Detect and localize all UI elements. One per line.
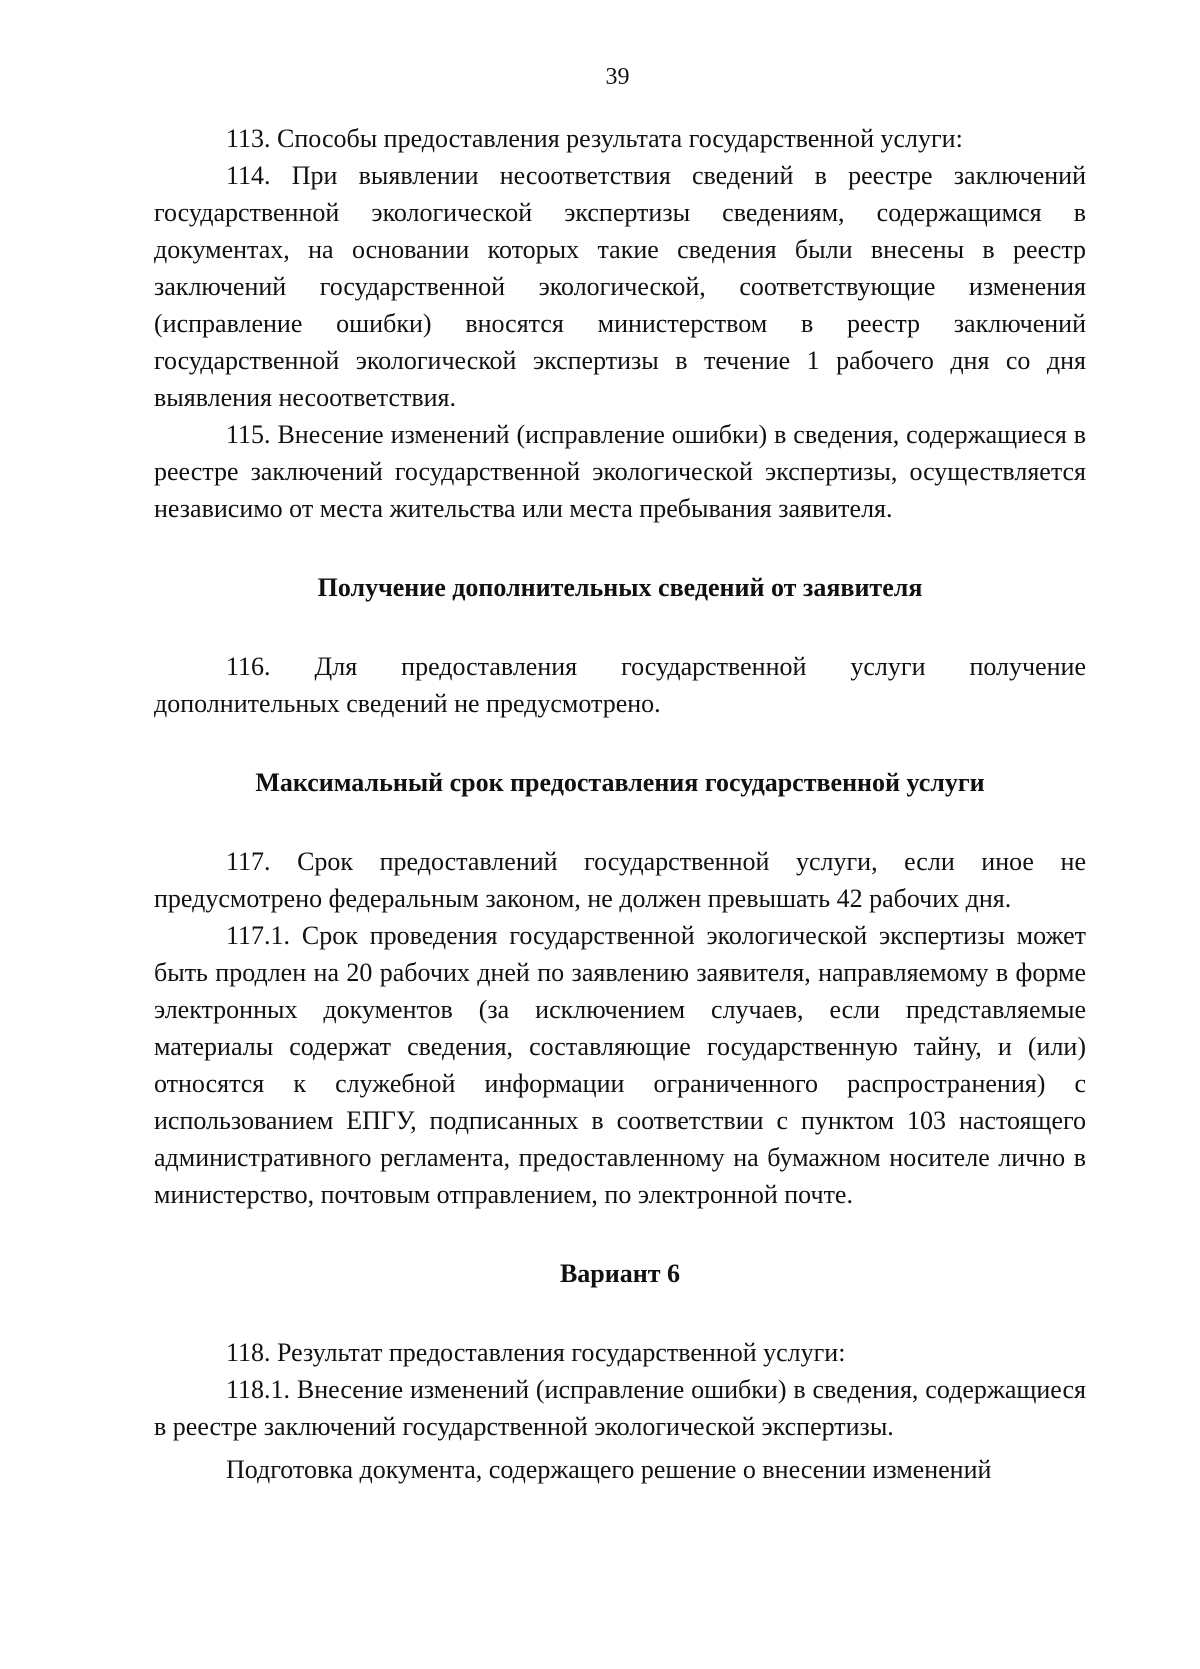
heading-variant-6: Вариант 6 (559, 1259, 681, 1288)
heading-max-term: Максимальный срок предоставления государственной услуги (255, 768, 985, 797)
paragraph-113: 113. Способы предоставления результата государственной услуги: (226, 124, 963, 153)
paragraph-118: 118. Результат предоставления государственной услуги: (226, 1338, 846, 1367)
document-body (154, 120, 1086, 1488)
paragraph-114: 114. При выявлении несоответствия сведений в реестре заключений государственной экологической экспертизы сведениям, содержащимся в документах, на основании которых такие сведения были внесены в реестр заключений государственной экологической, соответствующие изменения (исправление ошибки) вносятся министерством в реестр заключений государственной экологической экспертизы в течение 1 рабочего дня со дня выявления несоответствия. (154, 161, 1086, 412)
paragraph-116: 116. Для предоставления государственной услуги получение дополнительных сведений не предусмотрено. (154, 652, 1086, 718)
heading-additional-info: Получение дополнительных сведений от заявителя (317, 573, 923, 602)
paragraph-117-1: 117.1. Срок проведения государственной экологической экспертизы может быть продлен на 20 рабочих дней по заявлению заявителя, направляемому в форме электронных документов (за исключением случаев, если представляемые материалы содержат сведения, составляющие государственную тайну, и (или) относятся к служебной информации ограниченного распространения) с использованием ЕПГУ, подписанных в соответствии с пунктом 103 настоящего административного регламента, предоставленному на бумажном носителе лично в министерство, почтовым отправлением, по электронной почте. (154, 921, 1086, 1209)
page-number: 39 (605, 64, 630, 90)
paragraph-115: 115. Внесение изменений (исправление ошибки) в сведения, содержащиеся в реестре заключений государственной экологической экспертизы, осуществляется независимо от места жительства или места пребывания заявителя. (154, 420, 1086, 523)
paragraph-document-preparation: Подготовка документа, содержащего решение о внесении изменений (226, 1455, 992, 1484)
paragraph-117: 117. Срок предоставлений государственной услуги, если иное не предусмотрено федеральным законом, не должен превышать 42 рабочих дня. (154, 847, 1086, 913)
paragraph-118-1: 118.1. Внесение изменений (исправление ошибки) в сведения, содержащиеся в реестре заключений государственной экологической экспертизы. (154, 1375, 1086, 1441)
